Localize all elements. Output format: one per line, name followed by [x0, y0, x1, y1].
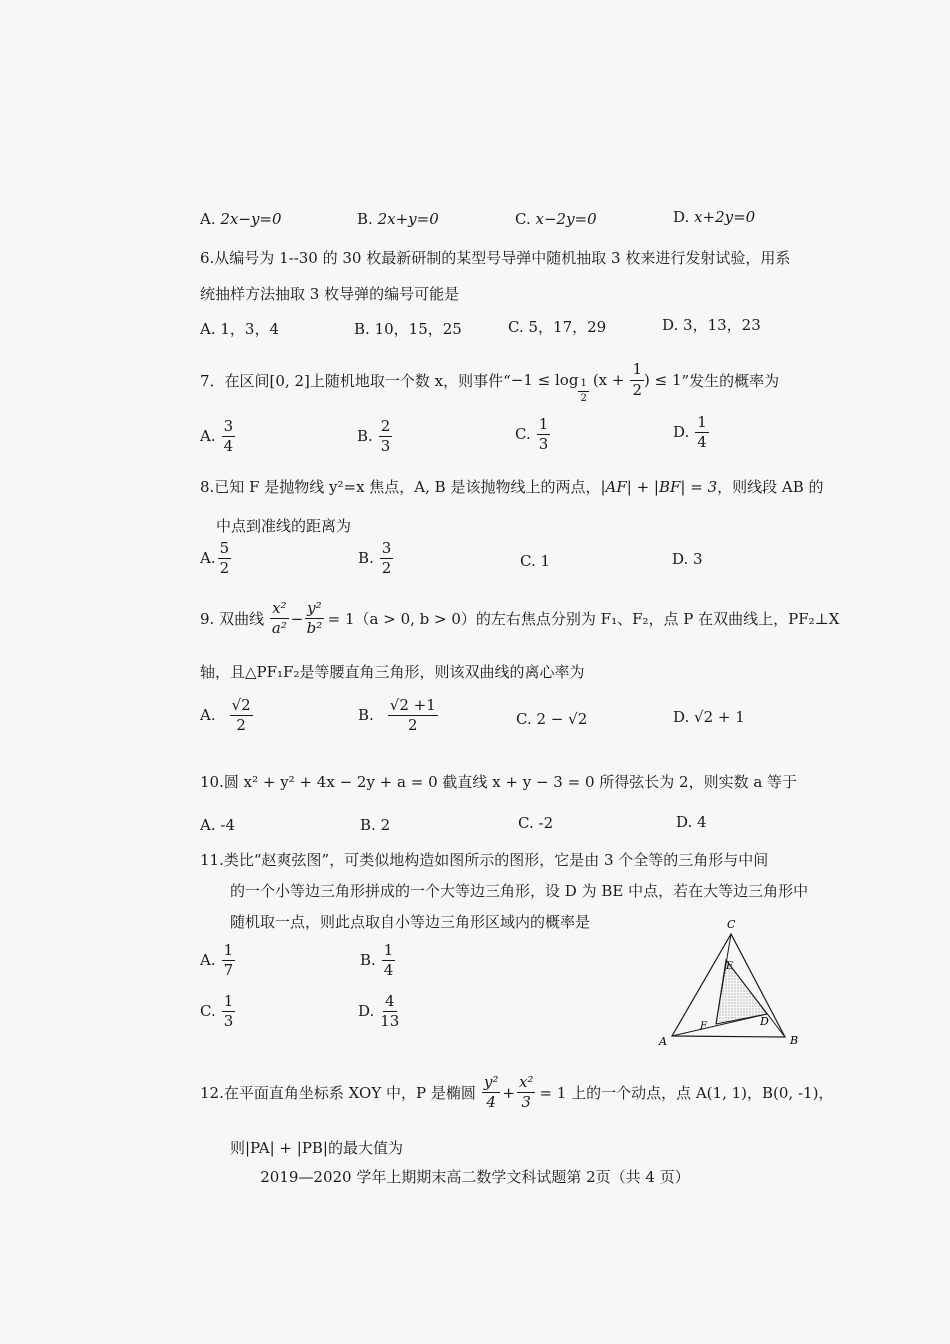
q6-stem-line1: 6.从编号为 1--30 的 30 枚最新研制的某型号导弹中随机抽取 3 枚来进行发射试验，用系	[200, 249, 791, 267]
q8-option-a: A. $\frac{5}{2}$	[200, 539, 230, 578]
q7-stem	[200, 356, 779, 404]
q10-option-b: B. 2	[360, 816, 391, 834]
q6-option-d: D. 3，13，23	[662, 316, 761, 334]
q7-expr-left: −1 ≤ log	[510, 371, 579, 389]
q9-option-b: B. $\frac{√2 +1}{2}$	[358, 696, 436, 735]
q11-option-c: C. $\frac{1}{3}$	[200, 992, 234, 1031]
q7-expr-arg: (x +	[592, 371, 625, 389]
q11-stem-line3: 随机取一点，则此点取自小等边三角形区域内的概率是	[230, 913, 591, 931]
q6-option-a: A. 1，3，4	[200, 320, 280, 338]
q5-option-b: B. 2x+y=0	[357, 210, 439, 228]
q9-option-d: D. √2 + 1	[673, 708, 745, 726]
page-footer: 2019—2020 学年上期期末高二数学文科试题第 2页（共 4 页）	[260, 1168, 690, 1186]
q6-option-b: B. 10，15，25	[354, 320, 462, 338]
q5-option-c: C. x−2y=0	[515, 210, 597, 228]
q9-option-c: C. 2 − √2	[516, 710, 588, 728]
q5-option-d: D. x+2y=0	[673, 208, 756, 226]
q9-stem-line2: 轴，且△PF₁F₂是等腰直角三角形，则该双曲线的离心率为	[200, 663, 585, 681]
q6-stem-line2: 统抽样方法抽取 3 枚导弹的编号可能是	[200, 285, 460, 303]
q12-stem-line2: 则|PA| + |PB|的最大值为	[230, 1139, 403, 1157]
q7-log-base: $\frac{1}{2}$	[580, 378, 587, 404]
q8-option-c: C. 1	[520, 552, 551, 570]
label-b: B	[790, 1034, 799, 1047]
q11-triangle-figure	[656, 918, 816, 1058]
q11-option-d: D. $\frac{4}{13}$	[358, 992, 400, 1031]
label-a: A	[659, 1035, 667, 1048]
q10-option-c: C. -2	[518, 814, 554, 832]
q8-option-d: D. 3	[672, 550, 703, 568]
q12-stem-line1: 12.在平面直角坐标系 XOY 中，P 是椭圆 $\frac{\text{y²}}{4}$ + $\frac{\text{x²}}{3}$ = 1 上的一个动点，点 A(1, 1)，B(0, -1)，	[200, 1073, 834, 1112]
q11-option-b: B. $\frac{1}{4}$	[360, 941, 394, 980]
q7-option-a: A. $\frac{3}{4}$	[200, 417, 234, 456]
q8-stem-line1: 8.已知 F 是抛物线 y²=x 焦点，A, B 是该抛物线上的两点，|AF| + |BF| = 3，则线段 AB 的	[200, 478, 824, 496]
q7-suffix: ”发生的概率为	[681, 371, 780, 390]
q10-option-a: A. -4	[200, 816, 236, 834]
q6-option-c: C. 5，17，29	[508, 318, 607, 336]
q8-option-b: B. $\frac{3}{2}$	[358, 539, 392, 578]
q7-option-d: D. $\frac{1}{4}$	[673, 413, 707, 452]
q7-option-c: C. $\frac{1}{3}$	[515, 415, 549, 454]
q7-option-b: B. $\frac{2}{3}$	[357, 417, 391, 456]
q12-frac-x: $\frac{\text{x²}}{3}$	[518, 1073, 534, 1112]
q9-frac-x: $\frac{\text{x²}}{\text{a²}}$	[271, 599, 287, 638]
label-e: E	[726, 961, 734, 972]
q9-stem-line1: 9. 双曲线 $\frac{\text{x²}}{\text{a²}}$ − $\frac{\text{y²}}{\text{b²}}$ = 1（a > 0, b > 0）的左右焦点分别为 F₁、F₂，点 P 在双曲线上，PF₂⊥X	[200, 599, 840, 638]
q11-stem-line2: 的一个小等边三角形拼成的一个大等边三角形，设 D 为 BE 中点，若在大等边三角形中	[230, 882, 809, 900]
q9-option-a: A. $\frac{√2}{2}$	[200, 696, 251, 735]
label-c: C	[727, 918, 736, 931]
q9-frac-y: $\frac{\text{y²}}{\text{b²}}$	[306, 599, 323, 638]
q5-option-a: A. 2x−y=0	[200, 210, 282, 228]
q12-frac-y: $\frac{\text{y²}}{4}$	[483, 1073, 499, 1112]
q11-option-a: A. $\frac{1}{7}$	[200, 941, 234, 980]
q7-expr-fraction: $\frac{1}{2}$	[632, 360, 643, 399]
label-f: F	[700, 1021, 707, 1032]
q10-option-d: D. 4	[676, 813, 707, 831]
q11-stem-line1: 11.类比“赵爽弦图”，可类似地构造如图所示的图形，它是由 3 个全等的三角形与中间	[200, 851, 769, 869]
q10-stem: 10.圆 x² + y² + 4x − 2y + a = 0 截直线 x + y − 3 = 0 所得弦长为 2，则实数 a 等于	[200, 773, 798, 791]
q8-stem-line2: 中点到准线的距离为	[216, 517, 352, 535]
q7-prefix: 7．在区间[0, 2]上随机地取一个数 x，则事件“	[200, 371, 511, 390]
q7-expr-right: ) ≤ 1	[644, 371, 682, 389]
label-d: D	[760, 1015, 769, 1028]
